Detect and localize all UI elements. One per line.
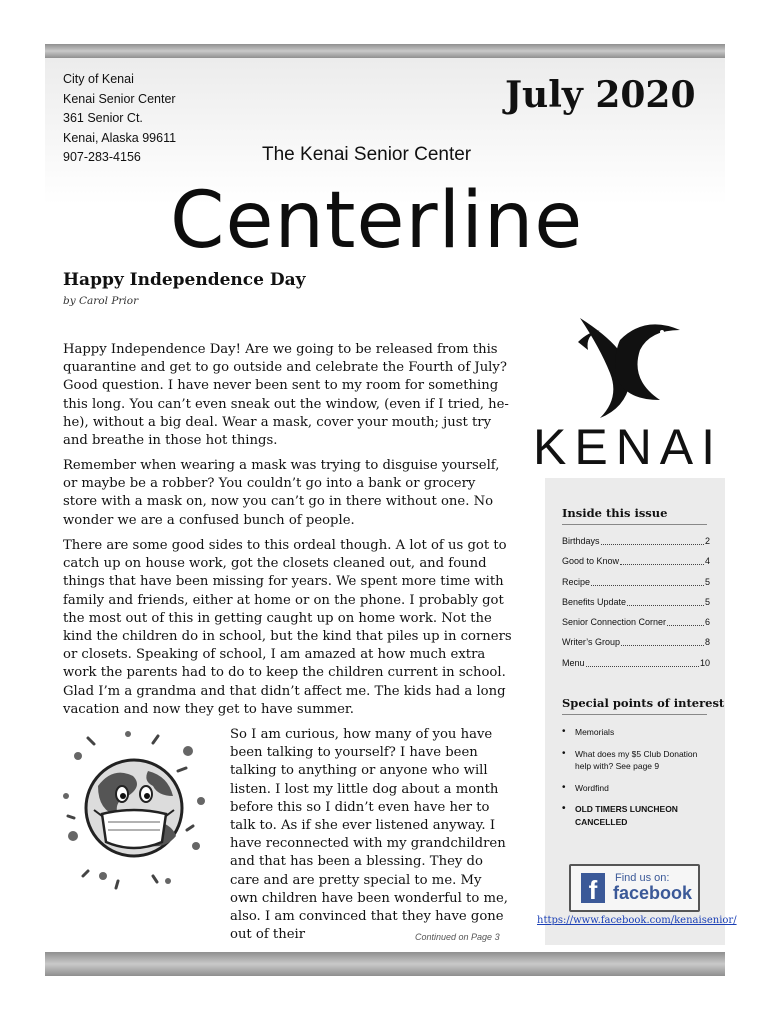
facebook-find-text: Find us on:	[615, 872, 670, 884]
top-decorative-bar	[45, 44, 725, 58]
article-paragraph: So I am curious, how many of you have been talking to yourself? I have been talking to anything or anyone who will listen. I lost my little dog about a month before this so I didn’t even have her to talk to. As if she ever listened anyway. I have reconnected with my grandchildren and that has been a blessing. They do care and are pretty special to me. My own children have been wonderful to me, also. I am convinced that they have gone out of their	[230, 727, 508, 943]
table-of-contents	[562, 536, 710, 678]
toc-page: 5	[704, 576, 710, 587]
toc-label: Recipe	[562, 576, 591, 587]
toc-entry	[562, 536, 710, 556]
return-address	[63, 70, 176, 168]
toc-entry	[562, 577, 710, 597]
issue-date: July 2020	[505, 74, 696, 116]
toc-leader-dots	[667, 617, 704, 626]
facebook-wordmark: facebook	[613, 883, 693, 903]
toc-leader-dots	[621, 637, 704, 646]
list-item: • What does my $5 Club Donation help with? See page 9	[562, 748, 712, 773]
toc-label: Senior Connection Corner	[562, 617, 667, 628]
heading-divider	[562, 714, 707, 715]
toc-page: 5	[704, 596, 710, 607]
article-paragraph: Remember when wearing a mask was trying to disguise yourself, or maybe be a robber? You couldn’t go into a bank or grocery store with a mask on, now you can’t go in there without one. No wonder we are a confused bunch of people.	[63, 458, 500, 528]
kenai-logo-text: KENAI	[533, 419, 724, 475]
address-phone: 907-283-4156	[63, 150, 141, 164]
toc-leader-dots	[601, 536, 704, 545]
globe-wearing-mask-icon	[58, 726, 208, 896]
facebook-badge[interactable]	[569, 864, 700, 912]
bottom-decorative-bar	[45, 952, 725, 976]
toc-entry	[562, 597, 710, 617]
newsletter-subtitle: The Kenai Senior Center	[262, 144, 472, 165]
toc-leader-dots	[620, 556, 704, 565]
article-byline: by Carol Prior	[63, 295, 139, 307]
facebook-f-icon: f	[581, 873, 605, 903]
toc-entry	[562, 556, 710, 576]
toc-page: 8	[704, 637, 710, 648]
address-line: Kenai, Alaska 99611	[63, 130, 177, 145]
fish-logo-icon	[525, 310, 695, 420]
inside-issue-heading: Inside this issue	[562, 506, 668, 520]
toc-leader-dots	[591, 577, 704, 586]
list-item: • Memorials	[562, 726, 712, 739]
continued-note: Continued on Page 3	[415, 932, 500, 942]
toc-label: Birthdays	[562, 536, 600, 546]
address-line: 361 Senior Ct.	[63, 111, 143, 125]
address-line: Kenai Senior Center	[63, 91, 176, 106]
list-item: • OLD TIMERS LUNCHEON CANCELLED	[562, 803, 712, 828]
toc-label: Good to Know	[562, 556, 620, 567]
special-points-heading: Special points of interest	[562, 696, 725, 710]
list-item: • Wordfind	[562, 782, 712, 795]
heading-divider	[562, 524, 707, 525]
toc-leader-dots	[586, 658, 699, 667]
toc-page: 2	[704, 536, 710, 546]
toc-label: Menu	[562, 657, 585, 668]
toc-entry	[562, 637, 710, 657]
special-points-list	[562, 726, 712, 837]
article-title: Happy Independence Day	[63, 270, 306, 290]
article-paragraph: There are some good sides to this ordeal though. A lot of us got to catch up on house work, got the closets cleaned out, and found things that have been missing for years. We spent more time with family and friends, either at home or on the phone. I probably got the most out of this in getting caught up on home work. Not the kind the children do in school, but the kind that piles up in corners or closets. Speaking of school, I am amazed at how much extra work the parents had to do to keep the children current in school. Glad I’m a grandma and that didn’t affect me. The kids had a long vacation and now they get to have summer.	[63, 538, 512, 717]
toc-label: Benefits Update	[562, 596, 627, 607]
article-paragraph: Happy Independence Day! Are we going to be released from this quarantine and get to go outside and celebrate the Fourth of July? Good question. I have never been sent to my room for something this long. You can’t even sneak out the window, (even if I tried, he-he), without a big deal. Wear a mask, cover your mouth; just try and breathe in those hot things.	[63, 342, 509, 449]
toc-entry	[562, 617, 710, 637]
toc-page: 10	[699, 657, 710, 668]
facebook-link[interactable]: https://www.facebook.com/kenaisenior/	[537, 915, 737, 926]
toc-label: Writer’s Group	[562, 637, 621, 648]
toc-leader-dots	[627, 597, 704, 606]
toc-page: 4	[704, 556, 710, 567]
address-line: City of Kenai	[63, 72, 134, 86]
toc-page: 6	[704, 617, 710, 628]
newsletter-nameplate: Centerline	[170, 176, 584, 266]
toc-entry	[562, 658, 710, 678]
